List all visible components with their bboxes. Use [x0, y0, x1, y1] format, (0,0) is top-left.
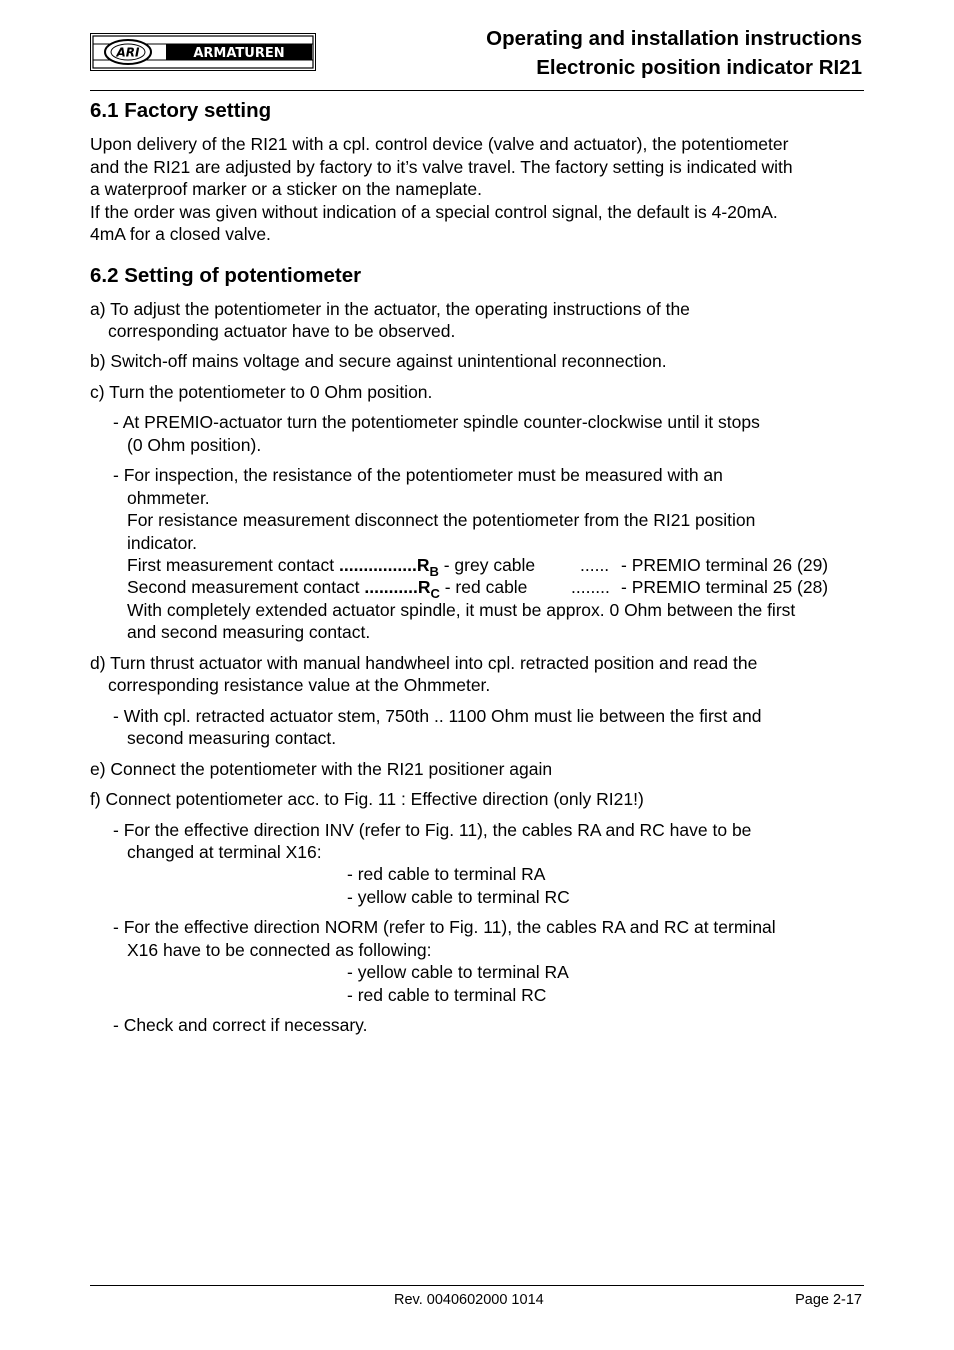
- footer-page-number: Page 2-17: [795, 1292, 862, 1308]
- step-f-line: f) Connect potentiometer acc. to Fig. 11 : Effective direction (only RI21!): [90, 789, 644, 809]
- step-c1-line-1: - At PREMIO-actuator turn the potentiometer spindle counter-clockwise until it stops: [113, 412, 760, 432]
- step-a-line-1: a) To adjust the potentiometer in the actuator, the operating instructions of the: [90, 299, 690, 319]
- first-contact-dots-2: ......: [580, 555, 610, 575]
- check-line: - Check and correct if necessary.: [113, 1015, 368, 1035]
- section-6-1-line-5: 4mA for a closed valve.: [90, 224, 271, 244]
- section-6-1-line-2: and the RI21 are adjusted by factory to it’s valve travel. The factory setting is indicated with: [90, 157, 793, 177]
- first-contact-rb: [339, 555, 439, 579]
- step-c-line: c) Turn the potentiometer to 0 Ohm position.: [90, 382, 433, 402]
- header-title-line2: Electronic position indicator RI21: [536, 56, 862, 79]
- section-6-2-heading: 6.2 Setting of potentiometer: [90, 264, 362, 287]
- step-d-line-2: corresponding resistance value at the Ohmmeter.: [108, 675, 491, 695]
- ari-armaturen-logo: [90, 33, 316, 71]
- step-c2-line-1: - For inspection, the resistance of the potentiometer must be measured with an: [113, 465, 723, 485]
- svg-text:ARI: ARI: [116, 45, 140, 60]
- step-f2-line-2: X16 have to be connected as following:: [127, 940, 432, 960]
- step-c1-line-2: (0 Ohm position).: [127, 435, 262, 455]
- step-f1-line-1: - For the effective direction INV (refer to Fig. 11), the cables RA and RC have to be: [113, 820, 752, 840]
- step-f1-line-4: - yellow cable to terminal RC: [347, 887, 570, 907]
- first-contact-subscript: B: [429, 564, 439, 579]
- header-divider: [90, 90, 864, 91]
- step-c2-line-4: indicator.: [127, 533, 198, 553]
- second-contact-subscript: C: [430, 586, 440, 601]
- step-f2-line-3: - yellow cable to terminal RA: [347, 962, 569, 982]
- first-contact-dots: ................R: [339, 555, 430, 575]
- first-contact-cable: - grey cable: [438, 555, 536, 575]
- footer-divider: [90, 1285, 864, 1286]
- step-e-line: e) Connect the potentiometer with the RI21 positioner again: [90, 759, 553, 779]
- step-b-line: b) Switch-off mains voltage and secure against unintentional reconnection.: [90, 351, 667, 371]
- first-contact-terminal: - PREMIO terminal 26 (29): [621, 555, 829, 575]
- second-contact-terminal: - PREMIO terminal 25 (28): [621, 577, 829, 597]
- first-contact-row: [127, 554, 535, 578]
- step-a-line-2: corresponding actuator have to be observed.: [108, 321, 456, 341]
- svg-text:ARMATUREN: ARMATUREN: [193, 46, 285, 61]
- second-contact-dots: ...........R: [364, 577, 431, 597]
- first-contact-label: First measurement contact: [127, 555, 340, 575]
- section-6-1-line-3: a waterproof marker or a sticker on the nameplate.: [90, 179, 482, 199]
- header-title-line1: Operating and installation instructions: [486, 27, 862, 50]
- step-d-line-1: d) Turn thrust actuator with manual handwheel into cpl. retracted position and read the: [90, 653, 758, 673]
- step-f2-line-4: - red cable to terminal RC: [347, 985, 547, 1005]
- section-6-1-line-4: If the order was given without indication of a special control signal, the default is 4-20mA.: [90, 202, 778, 222]
- step-c2-line-7: With completely extended actuator spindle, it must be approx. 0 Ohm between the first: [127, 600, 796, 620]
- step-c2-line-2: ohmmeter.: [127, 488, 210, 508]
- second-contact-cable: - red cable: [439, 577, 528, 597]
- step-c2-line-8: and second measuring contact.: [127, 622, 371, 642]
- step-c2-line-3: For resistance measurement disconnect the potentiometer from the RI21 position: [127, 510, 756, 530]
- step-f1-line-2: changed at terminal X16:: [127, 842, 322, 862]
- second-contact-rc: [364, 577, 440, 601]
- step-f1-line-3: - red cable to terminal RA: [347, 864, 546, 884]
- step-d1-line-1: - With cpl. retracted actuator stem, 750th .. 1100 Ohm must lie between the first and: [113, 706, 762, 726]
- step-d1-line-2: second measuring contact.: [127, 728, 337, 748]
- second-contact-row: [127, 576, 527, 600]
- second-contact-label: Second measurement contact: [127, 577, 365, 597]
- second-contact-dots-2: ........: [571, 577, 610, 597]
- footer-revision: Rev. 0040602000 1014: [394, 1292, 544, 1308]
- section-6-1-heading: 6.1 Factory setting: [90, 99, 272, 122]
- section-6-1-line-1: Upon delivery of the RI21 with a cpl. control device (valve and actuator), the potentiometer: [90, 134, 789, 154]
- step-f2-line-1: - For the effective direction NORM (refer to Fig. 11), the cables RA and RC at terminal: [113, 917, 776, 937]
